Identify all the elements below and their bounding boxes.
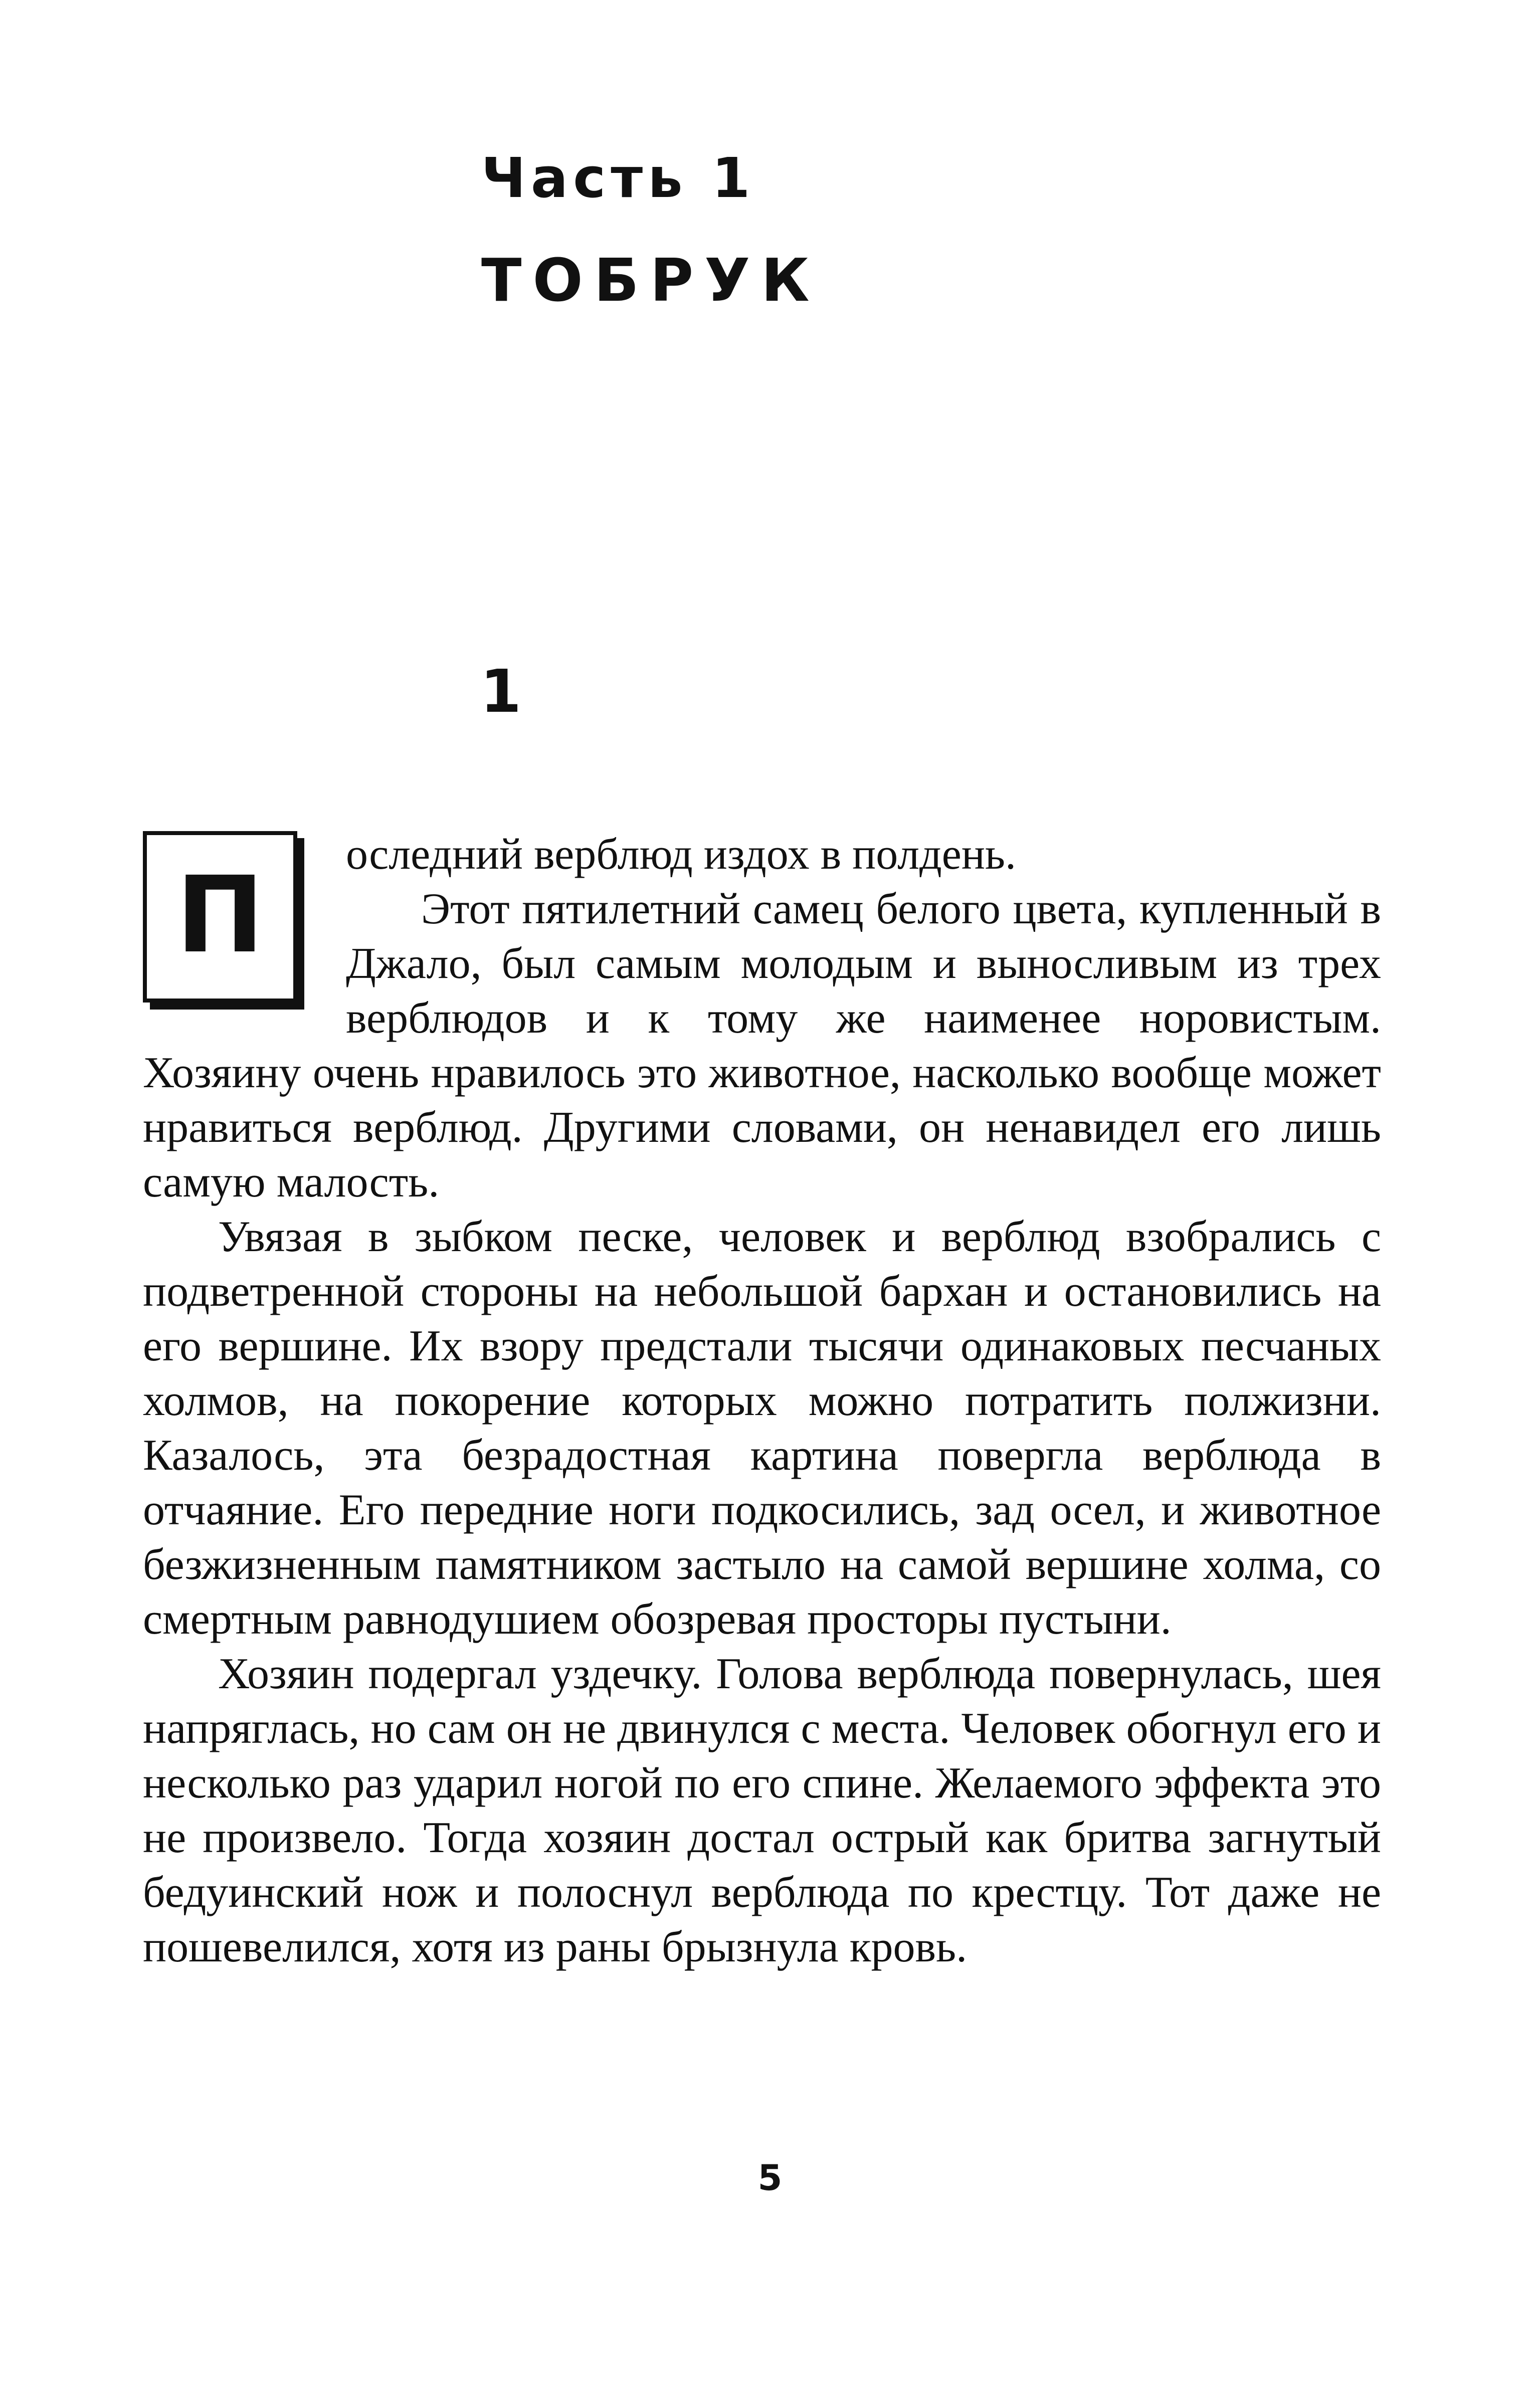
- part-label: Часть 1: [481, 146, 755, 210]
- part-title: ТОБРУК: [481, 246, 821, 315]
- chapter-number: 1: [480, 657, 522, 726]
- page-number: 5: [757, 2157, 783, 2199]
- dropcap-letter: П: [176, 854, 264, 976]
- paragraph-1: оследний верблюд издох в полдень.: [346, 830, 1017, 879]
- dropcap-frame: [143, 831, 297, 1003]
- paragraph-4: Хозяин подергал уздечку. Голова верблюда повернулась, шея напряглась, но сам он не двинулся с места. Человек обогнул его и несколько раз ударил ногой по его спине. Желаемого эффекта это не произвело. Тогда хозяин достал острый как бритва загнутый бедуинский нож и полоснул верблюда по крестцу. Тот даже не пошевелился, хотя из раны брызнула кровь.: [143, 1650, 1381, 1971]
- paragraph-2: Этот пятилетний самец белого цвета, купленный в Джало, был самым молодым и выносливым из трех верблюдов и к тому же наименее норовистым. Хозяину очень нравилось это животное, насколько вообще может нравиться верблюд. Другими словами, он ненавидел его лишь самую малость.: [143, 885, 1381, 1207]
- paragraph-3: Увязая в зыбком песке, человек и верблюд взобрались с подветренной стороны на небольшой бархан и остановились на его вершине. Их взору предстали тысячи одинаковых песчаных холмов, на покорение которых можно потратить полжизни. Казалось, эта безрадостная картина повергла верблюда в отчаяние. Его передние ноги подкосились, зад осел, и животное безжизненным памятником застыло на самой вершине холма, со смертным равнодушием обозревая просторы пустыни.: [143, 1213, 1381, 1644]
- dropcap: [143, 831, 308, 1018]
- chapter-text: [143, 827, 1381, 1974]
